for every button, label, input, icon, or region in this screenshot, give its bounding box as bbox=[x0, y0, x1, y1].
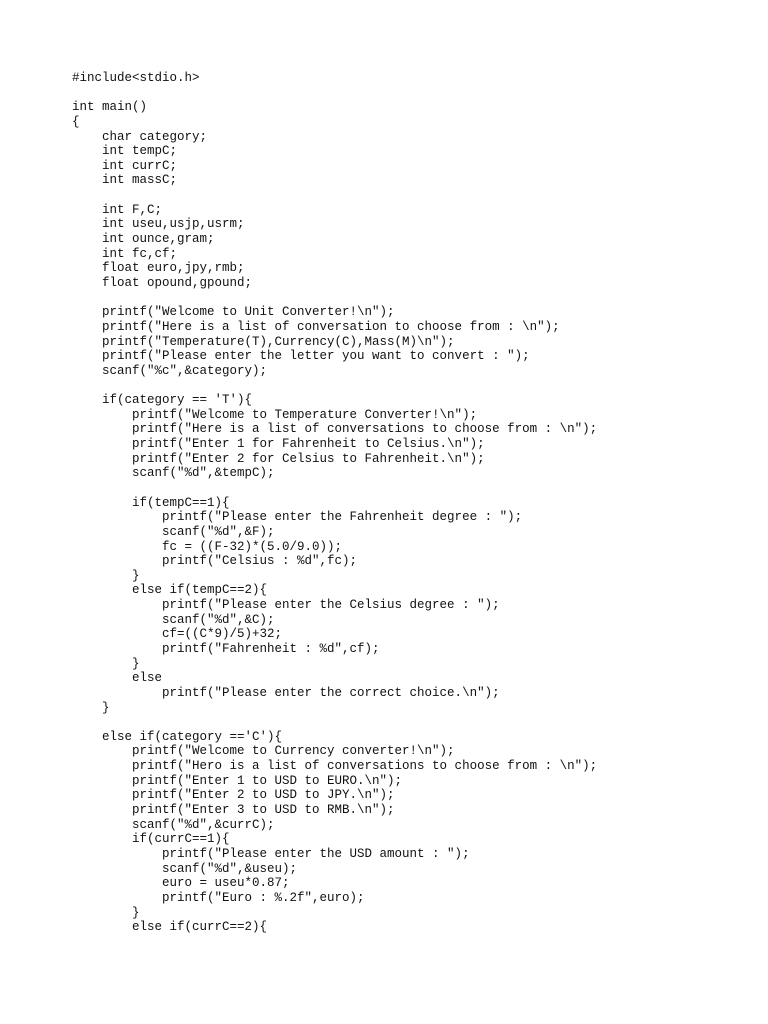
code-line bbox=[72, 378, 597, 393]
code-line: euro = useu*0.87; bbox=[72, 876, 290, 891]
code-line: scanf("%d",&tempC); bbox=[72, 466, 275, 481]
code-line: printf("Enter 1 to USD to EURO.\n"); bbox=[72, 773, 403, 788]
code-line: else if(category =='C'){ bbox=[72, 729, 283, 744]
code-line: int main() bbox=[72, 100, 148, 115]
code-line: } bbox=[72, 568, 140, 583]
code-line bbox=[72, 86, 597, 101]
code-line: } bbox=[72, 905, 140, 920]
code-line: { bbox=[72, 114, 80, 129]
code-line: printf("Please enter the USD amount : "); bbox=[72, 846, 470, 861]
code-line: printf("Please enter the correct choice.\n"); bbox=[72, 685, 500, 700]
code-line: printf("Welcome to Unit Converter!\n"); bbox=[72, 305, 395, 320]
code-line: printf("Temperature(T),Currency(C),Mass(M)\n"); bbox=[72, 334, 455, 349]
code-line: printf("Enter 2 to USD to JPY.\n"); bbox=[72, 788, 395, 803]
code-line: else if(currC==2){ bbox=[72, 920, 268, 935]
code-line: if(currC==1){ bbox=[72, 832, 230, 847]
code-line: printf("Euro : %.2f",euro); bbox=[72, 890, 365, 905]
code-line: printf("Welcome to Temperature Converter!\n"); bbox=[72, 407, 478, 422]
code-line: int ounce,gram; bbox=[72, 232, 215, 247]
code-line: int tempC; bbox=[72, 144, 178, 159]
code-line: scanf("%c",&category); bbox=[72, 363, 268, 378]
code-line: float euro,jpy,rmb; bbox=[72, 261, 245, 276]
code-line: scanf("%d",&C); bbox=[72, 612, 275, 627]
code-line: printf("Fahrenheit : %d",cf); bbox=[72, 641, 380, 656]
code-line: scanf("%d",&currC); bbox=[72, 817, 275, 832]
code-line: if(tempC==1){ bbox=[72, 495, 230, 510]
code-line: printf("Here is a list of conversation to choose from : \n"); bbox=[72, 319, 560, 334]
code-line: } bbox=[72, 656, 140, 671]
code-line: else bbox=[72, 671, 163, 686]
code-line bbox=[72, 481, 597, 496]
code-line: printf("Celsius : %d",fc); bbox=[72, 554, 358, 569]
code-line bbox=[72, 291, 597, 306]
code-line: scanf("%d",&F); bbox=[72, 524, 275, 539]
code-line: printf("Enter 3 to USD to RMB.\n"); bbox=[72, 803, 395, 818]
code-line: if(category == 'T'){ bbox=[72, 393, 253, 408]
code-line: #include<stdio.h> bbox=[72, 71, 200, 85]
code-line: int useu,usjp,usrm; bbox=[72, 217, 245, 232]
code-line: printf("Here is a list of conversations to choose from : \n"); bbox=[72, 422, 598, 437]
code-line: int F,C; bbox=[72, 202, 163, 217]
code-line: } bbox=[72, 700, 110, 715]
code-line: int fc,cf; bbox=[72, 246, 178, 261]
code-line: else if(tempC==2){ bbox=[72, 583, 268, 598]
code-line: printf("Welcome to Currency converter!\n"); bbox=[72, 744, 455, 759]
code-line: printf("Please enter the Celsius degree : "); bbox=[72, 598, 500, 613]
code-listing bbox=[72, 71, 597, 935]
code-line: float opound,gpound; bbox=[72, 275, 253, 290]
code-line: printf("Enter 2 for Celsius to Fahrenheit.\n"); bbox=[72, 451, 485, 466]
code-line: char category; bbox=[72, 129, 208, 144]
code-line: fc = ((F-32)*(5.0/9.0)); bbox=[72, 539, 343, 554]
code-line: printf("Please enter the letter you want to convert : "); bbox=[72, 349, 530, 364]
code-line: cf=((C*9)/5)+32; bbox=[72, 627, 283, 642]
code-line: int currC; bbox=[72, 158, 178, 173]
code-line bbox=[72, 715, 597, 730]
code-line: printf("Enter 1 for Fahrenheit to Celsius.\n"); bbox=[72, 437, 485, 452]
code-line: printf("Hero is a list of conversations to choose from : \n"); bbox=[72, 759, 598, 774]
code-line: printf("Please enter the Fahrenheit degree : "); bbox=[72, 510, 523, 525]
code-line bbox=[72, 188, 597, 203]
code-line: scanf("%d",&useu); bbox=[72, 861, 298, 876]
code-line: int massC; bbox=[72, 173, 178, 188]
